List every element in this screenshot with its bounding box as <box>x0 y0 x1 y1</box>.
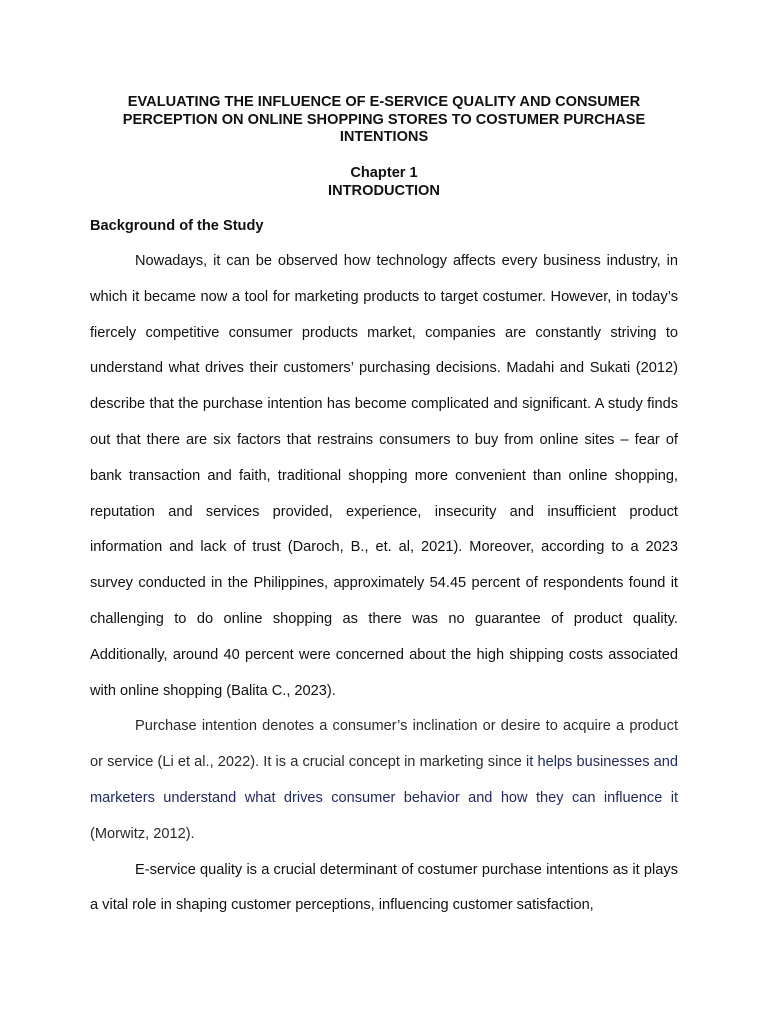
paragraph-2-highlight: it helps businesses and marketers understand what drives consumer behavior and how they can influence it <box>90 754 678 806</box>
body-text <box>90 244 678 924</box>
paragraph-1: Nowadays, it can be observed how technology affects every business industry, in which it became now a tool for marketing products to target costumer. However, in today’s fiercely competitive consumer products market, companies are constantly striving to understand what drives their customers’ purchasing decisions. Madahi and Sukati (2012) describe that the purchase intention has become complicated and significant. A study finds out that there are six factors that restrains consumers to buy from online sites – fear of bank transaction and faith, traditional shopping more convenient than online shopping, reputation and services provided, experience, insecurity and insufficient product information and lack of trust (Daroch, B., et. al, 2021). Moreover, according to a 2023 survey conducted in the Philippines, approximately 54.45 percent of respondents found it challenging to do online shopping as there was no guarantee of product quality. Additionally, around 40 percent were concerned about the high shipping costs associated with online shopping (Balita C., 2023). <box>90 253 678 699</box>
paragraph-2-start: Purchase intention denotes a consumer’s inclination or desire to acquire a product or service (Li et al., 2022). It is a crucial concept in marketing since <box>90 718 678 771</box>
paragraph-2 <box>90 709 678 852</box>
paragraph-2-end: (Morwitz, 2012). <box>90 825 195 842</box>
title-line-1: EVALUATING THE INFLUENCE OF E-SERVICE QUALITY AND CONSUMER <box>127 94 641 110</box>
title-line-2: PERCEPTION ON ONLINE SHOPPING STORES TO COSTUMER PURCHASE <box>122 111 646 128</box>
title-line-3: INTENTIONS <box>339 129 429 145</box>
paragraph-3: E-service quality is a crucial determinant of costumer purchase intentions as it plays a vital role in shaping customer perceptions, influencing customer satisfaction, <box>90 861 678 914</box>
chapter-number: Chapter 1 <box>350 165 418 181</box>
document-title <box>90 94 678 147</box>
section-heading: Background of the Study <box>90 218 264 234</box>
chapter-heading <box>90 165 678 200</box>
chapter-title: INTRODUCTION <box>328 182 440 199</box>
